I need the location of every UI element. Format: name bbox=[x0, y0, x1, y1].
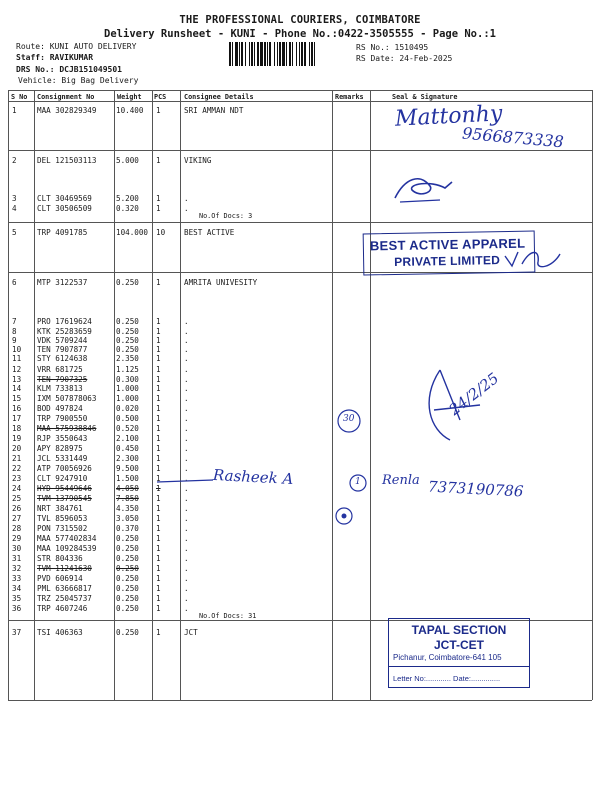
row-serial: 30 bbox=[12, 544, 22, 553]
table-row bbox=[0, 204, 600, 214]
row-serial: 18 bbox=[12, 424, 22, 433]
row-consignee: . bbox=[184, 504, 189, 513]
row-pcs: 1 bbox=[156, 404, 161, 413]
row-weight: 7.850 bbox=[116, 494, 139, 503]
row-consignee: . bbox=[184, 365, 189, 374]
row-pcs: 1 bbox=[156, 604, 161, 613]
row-serial: 15 bbox=[12, 394, 22, 403]
row-pcs: 10 bbox=[156, 228, 166, 237]
row-serial: 28 bbox=[12, 524, 22, 533]
row-consignee: . bbox=[184, 514, 189, 523]
row-weight: 0.250 bbox=[116, 564, 139, 573]
row-weight: 0.250 bbox=[116, 317, 139, 326]
row-serial: 37 bbox=[12, 628, 22, 637]
row-weight: 3.050 bbox=[116, 514, 139, 523]
stamp-line: BEST ACTIVE APPAREL bbox=[369, 235, 526, 254]
row-consignee: . bbox=[184, 484, 189, 493]
row-consignment-no: TEN 7907325 bbox=[37, 375, 88, 384]
row-consignment-no: MTP 3122537 bbox=[37, 278, 88, 287]
row-pcs: 1 bbox=[156, 484, 161, 493]
row-serial: 4 bbox=[12, 204, 17, 213]
row-consignment-no: TEN 7907877 bbox=[37, 345, 88, 354]
col-header-consignment: Consignment No bbox=[37, 93, 95, 101]
table-row bbox=[0, 544, 600, 554]
row-weight: 0.250 bbox=[116, 534, 139, 543]
table-row bbox=[0, 464, 600, 474]
col-header-sno: S No bbox=[11, 93, 28, 101]
row-pcs: 1 bbox=[156, 544, 161, 553]
row-serial: 19 bbox=[12, 434, 22, 443]
row-serial: 26 bbox=[12, 504, 22, 513]
handwritten-signature-scribble bbox=[390, 168, 460, 208]
row-pcs: 1 bbox=[156, 327, 161, 336]
row-consignment-no: TVM 13790545 bbox=[37, 494, 92, 503]
remark-circle-text: 30 bbox=[343, 414, 355, 424]
row-weight: 0.500 bbox=[116, 414, 139, 423]
company-title: THE PROFESSIONAL COURIERS, COIMBATORE bbox=[179, 14, 421, 26]
row-weight: 0.250 bbox=[116, 574, 139, 583]
row-weight: 0.370 bbox=[116, 524, 139, 533]
row-serial: 21 bbox=[12, 454, 22, 463]
row-consignment-no: PML 63666817 bbox=[37, 584, 92, 593]
row-consignment-no: TRP 7900550 bbox=[37, 414, 88, 423]
row-serial: 2 bbox=[12, 156, 17, 165]
group-separator bbox=[8, 222, 592, 223]
row-consignee: . bbox=[184, 574, 189, 583]
row-serial: 3 bbox=[12, 194, 17, 203]
row-weight: 0.320 bbox=[116, 204, 139, 213]
row-pcs: 1 bbox=[156, 345, 161, 354]
row-weight: 0.250 bbox=[116, 604, 139, 613]
row-weight: 0.250 bbox=[116, 278, 139, 287]
row-pcs: 1 bbox=[156, 504, 161, 513]
row-consignee: BEST ACTIVE bbox=[184, 228, 235, 237]
row-pcs: 1 bbox=[156, 375, 161, 384]
row-serial: 27 bbox=[12, 514, 22, 523]
row-serial: 23 bbox=[12, 474, 22, 483]
row-serial: 16 bbox=[12, 404, 22, 413]
rs-number: RS No.: 1510495 bbox=[356, 43, 429, 52]
row-serial: 29 bbox=[12, 534, 22, 543]
row-consignment-no: JCL 5331449 bbox=[37, 454, 88, 463]
table-row bbox=[0, 604, 600, 614]
row-serial: 13 bbox=[12, 375, 22, 384]
row-pcs: 1 bbox=[156, 394, 161, 403]
row-pcs: 1 bbox=[156, 464, 161, 473]
row-pcs: 1 bbox=[156, 317, 161, 326]
row-consignment-no: MAA 109284539 bbox=[37, 544, 97, 553]
row-weight: 4.350 bbox=[116, 504, 139, 513]
row-weight: 0.250 bbox=[116, 594, 139, 603]
row-consignee: . bbox=[184, 317, 189, 326]
row-pcs: 1 bbox=[156, 474, 161, 483]
tapal-section-stamp bbox=[388, 618, 530, 688]
stamp-line: Letter No:............ Date:.............. bbox=[393, 674, 501, 683]
row-serial: 7 bbox=[12, 317, 17, 326]
row-weight: 1.000 bbox=[116, 384, 139, 393]
table-row bbox=[0, 554, 600, 564]
col-header-seal-signature: Seal & Signature bbox=[392, 93, 458, 101]
rs-date: RS Date: 24-Feb-2025 bbox=[356, 54, 453, 63]
row-serial: 9 bbox=[12, 336, 17, 345]
row-pcs: 1 bbox=[156, 424, 161, 433]
row-consignee: . bbox=[184, 564, 189, 573]
pen-strike-line bbox=[155, 474, 215, 488]
row-pcs: 1 bbox=[156, 384, 161, 393]
row-weight: 5.000 bbox=[116, 156, 139, 165]
row-consignee: . bbox=[184, 424, 189, 433]
vehicle-label: Vehicle: Big Bag Delivery bbox=[18, 76, 139, 85]
row-consignment-no: DEL 121503113 bbox=[37, 156, 97, 165]
row-serial: 17 bbox=[12, 414, 22, 423]
row-consignment-no: STY 6124638 bbox=[37, 354, 88, 363]
row-consignee: . bbox=[184, 194, 189, 203]
row-weight: 1.500 bbox=[116, 474, 139, 483]
row-consignee: . bbox=[184, 414, 189, 423]
row-pcs: 1 bbox=[156, 156, 161, 165]
row-consignment-no: TVL 8596053 bbox=[37, 514, 88, 523]
row-weight: 0.250 bbox=[116, 345, 139, 354]
row-serial: 25 bbox=[12, 494, 22, 503]
row-weight: 0.250 bbox=[116, 584, 139, 593]
table-top-border bbox=[8, 90, 592, 91]
row-weight: 1.125 bbox=[116, 365, 139, 374]
row-weight: 0.250 bbox=[116, 544, 139, 553]
col-header-pcs: PCS bbox=[154, 93, 167, 101]
row-consignee: . bbox=[184, 394, 189, 403]
row-pcs: 1 bbox=[156, 434, 161, 443]
row-serial: 35 bbox=[12, 594, 22, 603]
row-weight: 0.250 bbox=[116, 554, 139, 563]
row-weight: 0.300 bbox=[116, 375, 139, 384]
row-consignee: SRI AMMAN NDT bbox=[184, 106, 244, 115]
table-row bbox=[0, 194, 600, 204]
row-serial: 12 bbox=[12, 365, 22, 374]
row-consignment-no: CLT 30469569 bbox=[37, 194, 92, 203]
table-row bbox=[0, 156, 600, 166]
table-bottom-border bbox=[8, 700, 592, 701]
row-consignee: . bbox=[184, 524, 189, 533]
handwritten-phone: 9566873338 bbox=[461, 123, 565, 152]
row-consignee: . bbox=[184, 474, 189, 483]
row-pcs: 1 bbox=[156, 454, 161, 463]
row-consignee: . bbox=[184, 604, 189, 613]
col-header-consignee: Consignee Details bbox=[184, 93, 254, 101]
row-pcs: 1 bbox=[156, 554, 161, 563]
row-pcs: 1 bbox=[156, 444, 161, 453]
row-consignment-no: PRO 17619624 bbox=[37, 317, 92, 326]
row-consignee: . bbox=[184, 375, 189, 384]
row-pcs: 1 bbox=[156, 494, 161, 503]
route-label: Route: KUNI AUTO DELIVERY bbox=[16, 42, 137, 51]
row-serial: 1 bbox=[12, 106, 17, 115]
row-weight: 9.500 bbox=[116, 464, 139, 473]
staff-label: Staff: RAVIKUMAR bbox=[16, 53, 94, 62]
row-consignment-no: MAA 302829349 bbox=[37, 106, 97, 115]
table-row bbox=[0, 514, 600, 524]
row-consignment-no: RJP 3550643 bbox=[37, 434, 88, 443]
handwritten-date: 24/2/25 bbox=[445, 369, 503, 419]
handwritten-receiver-sign: Renla bbox=[382, 473, 420, 488]
row-consignment-no: PON 7315502 bbox=[37, 524, 88, 533]
row-consignee: . bbox=[184, 454, 189, 463]
row-consignment-no: TSI 406363 bbox=[37, 628, 83, 637]
row-pcs: 1 bbox=[156, 584, 161, 593]
row-consignment-no: TRP 4091785 bbox=[37, 228, 88, 237]
row-consignee: AMRITA UNIVESITY bbox=[184, 278, 258, 287]
row-serial: 31 bbox=[12, 554, 22, 563]
row-pcs: 1 bbox=[156, 414, 161, 423]
row-weight: 0.520 bbox=[116, 424, 139, 433]
row-consignee: . bbox=[184, 204, 189, 213]
table-row bbox=[0, 524, 600, 534]
remark-circle-icon bbox=[334, 506, 354, 526]
col-header-weight: Weight bbox=[117, 93, 142, 101]
row-consignee: . bbox=[184, 327, 189, 336]
row-serial: 6 bbox=[12, 278, 17, 287]
row-serial: 8 bbox=[12, 327, 17, 336]
row-serial: 14 bbox=[12, 384, 22, 393]
row-consignee: . bbox=[184, 464, 189, 473]
stamp-line: PRIVATE LIMITED bbox=[394, 253, 501, 269]
row-serial: 5 bbox=[12, 228, 17, 237]
row-serial: 22 bbox=[12, 464, 22, 473]
row-weight: 0.250 bbox=[116, 327, 139, 336]
table-row bbox=[0, 317, 600, 327]
row-weight: 2.300 bbox=[116, 454, 139, 463]
row-consignee: . bbox=[184, 384, 189, 393]
row-consignee: . bbox=[184, 584, 189, 593]
row-consignment-no: NRT 384761 bbox=[37, 504, 83, 513]
row-serial: 34 bbox=[12, 584, 22, 593]
row-consignee: . bbox=[184, 354, 189, 363]
row-consignment-no: VDK 5709244 bbox=[37, 336, 88, 345]
stamp-line: JCT-CET bbox=[433, 638, 484, 652]
handwritten-receiver-name: Rasheek A bbox=[212, 465, 294, 489]
row-consignment-no: MAA 575938846 bbox=[37, 424, 97, 433]
row-consignee: . bbox=[184, 594, 189, 603]
row-pcs: 1 bbox=[156, 564, 161, 573]
row-pcs: 1 bbox=[156, 594, 161, 603]
row-serial: 33 bbox=[12, 574, 22, 583]
row-consignee: . bbox=[184, 544, 189, 553]
table-row bbox=[0, 534, 600, 544]
row-serial: 24 bbox=[12, 484, 22, 493]
stamp-line: Pichanur, Coimbatore-641 105 bbox=[393, 653, 502, 662]
row-serial: 20 bbox=[12, 444, 22, 453]
row-pcs: 1 bbox=[156, 194, 161, 203]
handwritten-signature: Mattonhy bbox=[394, 101, 503, 132]
row-consignee: . bbox=[184, 345, 189, 354]
row-weight: 2.100 bbox=[116, 434, 139, 443]
table-row bbox=[0, 278, 600, 288]
col-header-remarks: Remarks bbox=[335, 93, 364, 101]
docs-count-note: No.Of Docs: 3 bbox=[199, 212, 253, 220]
runsheet-subtitle: Delivery Runsheet - KUNI - Phone No.:0422-3505555 - Page No.:1 bbox=[104, 28, 496, 40]
row-weight: 104.000 bbox=[116, 228, 149, 237]
handwritten-initials bbox=[500, 244, 570, 274]
table-row bbox=[0, 106, 600, 116]
row-consignee: . bbox=[184, 434, 189, 443]
table-row bbox=[0, 574, 600, 584]
barcode-image bbox=[228, 42, 346, 66]
row-consignment-no: ATP 70056926 bbox=[37, 464, 92, 473]
row-pcs: 1 bbox=[156, 354, 161, 363]
row-weight: 0.020 bbox=[116, 404, 139, 413]
row-consignment-no: IXM 507878063 bbox=[37, 394, 97, 403]
row-consignment-no: PVD 606914 bbox=[37, 574, 83, 583]
stamp-line: TAPAL SECTION bbox=[411, 623, 507, 637]
row-consignee: . bbox=[184, 554, 189, 563]
row-consignee: VIKING bbox=[184, 156, 212, 165]
drs-number: DRS No.: DCJB151049501 bbox=[16, 65, 122, 74]
row-weight: 4.050 bbox=[116, 484, 139, 493]
row-pcs: 1 bbox=[156, 628, 161, 637]
row-weight: 0.450 bbox=[116, 444, 139, 453]
row-consignee: . bbox=[184, 534, 189, 543]
row-pcs: 1 bbox=[156, 534, 161, 543]
row-consignment-no: MAA 577402834 bbox=[37, 534, 97, 543]
row-weight: 5.200 bbox=[116, 194, 139, 203]
row-consignment-no: KTK 25283659 bbox=[37, 327, 92, 336]
row-weight: 1.000 bbox=[116, 394, 139, 403]
table-row bbox=[0, 594, 600, 604]
table-header-border bbox=[8, 101, 592, 102]
table-row bbox=[0, 504, 600, 514]
row-consignment-no: VRR 681725 bbox=[37, 365, 83, 374]
row-pcs: 1 bbox=[156, 204, 161, 213]
row-weight: 0.250 bbox=[116, 628, 139, 637]
row-consignment-no: CLT 30506509 bbox=[37, 204, 92, 213]
remark-circle-text: 1 bbox=[355, 477, 361, 487]
row-consignment-no: TVM 11241630 bbox=[37, 564, 92, 573]
table-row bbox=[0, 584, 600, 594]
row-consignee: . bbox=[184, 444, 189, 453]
row-weight: 0.250 bbox=[116, 336, 139, 345]
row-pcs: 1 bbox=[156, 574, 161, 583]
row-consignment-no: KLM 733813 bbox=[37, 384, 83, 393]
row-consignee: . bbox=[184, 336, 189, 345]
row-pcs: 1 bbox=[156, 514, 161, 523]
stamp-divider bbox=[389, 666, 529, 667]
row-serial: 36 bbox=[12, 604, 22, 613]
row-weight: 10.400 bbox=[116, 106, 144, 115]
table-row bbox=[0, 564, 600, 574]
row-consignment-no: STR 804336 bbox=[37, 554, 83, 563]
row-consignment-no: CLT 9247910 bbox=[37, 474, 88, 483]
row-pcs: 1 bbox=[156, 336, 161, 345]
row-consignment-no: TRP 4607246 bbox=[37, 604, 88, 613]
row-consignment-no: BOD 497824 bbox=[37, 404, 83, 413]
row-pcs: 1 bbox=[156, 524, 161, 533]
row-consignee: . bbox=[184, 494, 189, 503]
row-consignee: JCT bbox=[184, 628, 198, 637]
row-consignment-no: APY 828975 bbox=[37, 444, 83, 453]
handwritten-receiver-phone: 7373190786 bbox=[427, 477, 524, 501]
row-serial: 10 bbox=[12, 345, 22, 354]
row-consignee: . bbox=[184, 404, 189, 413]
row-serial: 11 bbox=[12, 354, 22, 363]
row-weight: 2.350 bbox=[116, 354, 139, 363]
row-consignment-no: TRZ 25045737 bbox=[37, 594, 92, 603]
table-row bbox=[0, 454, 600, 464]
docs-count-note: No.Of Docs: 31 bbox=[199, 612, 257, 620]
group-separator bbox=[8, 150, 592, 151]
row-pcs: 1 bbox=[156, 278, 161, 287]
row-consignment-no: HYD 95449646 bbox=[37, 484, 92, 493]
row-pcs: 1 bbox=[156, 365, 161, 374]
row-serial: 32 bbox=[12, 564, 22, 573]
row-pcs: 1 bbox=[156, 106, 161, 115]
